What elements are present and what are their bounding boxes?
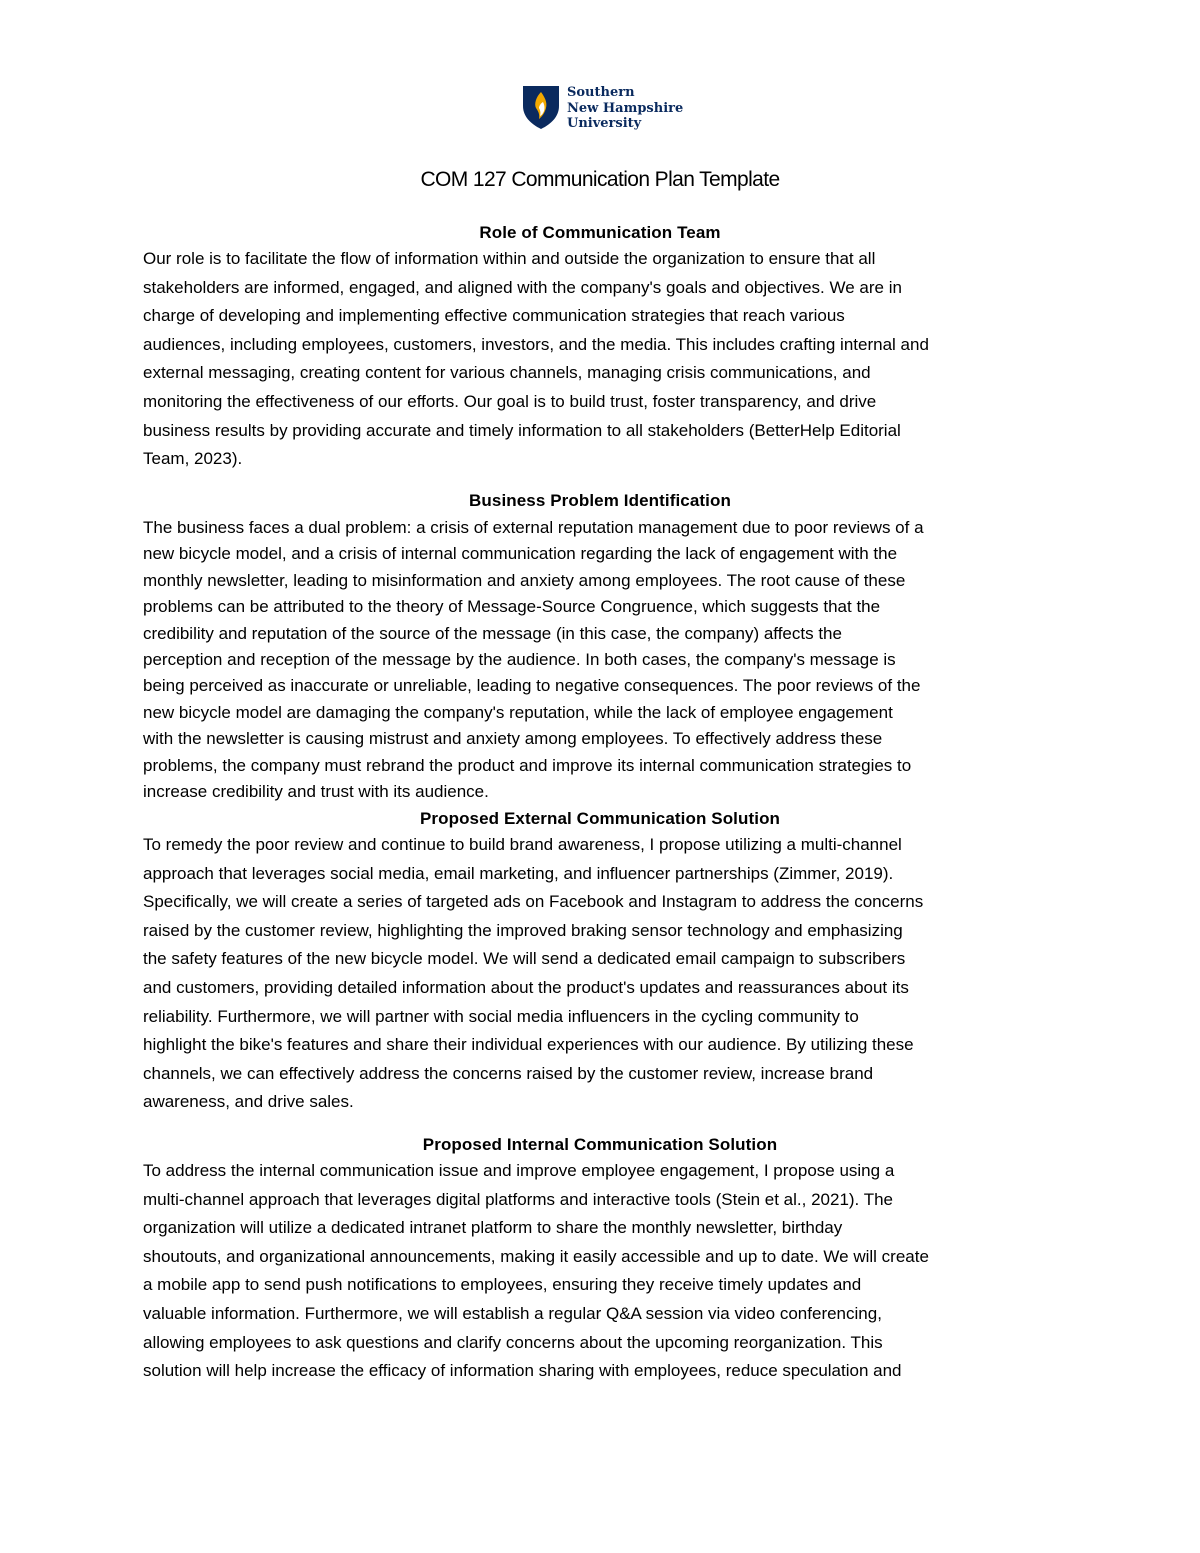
text-line: increase credibility and trust with its audience.: [143, 782, 489, 802]
section-heading-internal-solution: Proposed Internal Communication Solution: [422, 1135, 778, 1154]
shield-flame-icon: [521, 84, 561, 130]
text-line: new bicycle model, and a crisis of internal communication regarding the lack of engagement with the: [143, 544, 898, 564]
text-line: awareness, and drive sales.: [143, 1092, 354, 1112]
text-line: To remedy the poor review and continue to build brand awareness, I propose utilizing a multi-channel: [143, 835, 902, 854]
text-line: monitoring the effectiveness of our efforts. Our goal is to build trust, foster transparency, and drive: [143, 391, 877, 411]
text-line: To address the internal communication issue and improve employee engagement, I propose using a: [143, 1161, 895, 1180]
document-title: COM 127 Communication Plan Template: [420, 168, 780, 191]
text-line: new bicycle model are damaging the company's reputation, while the lack of employee engagement: [143, 702, 893, 722]
text-line: the safety features of the new bicycle model. We will send a dedicated email campaign to subscribers: [143, 949, 906, 969]
text-line: perception and reception of the message by the audience. In both cases, the company's message is: [143, 650, 896, 670]
section-heading-role: Role of Communication Team: [479, 223, 721, 242]
section-body-external-solution: [143, 831, 1063, 1117]
text-line: Specifically, we will create a series of targeted ads on Facebook and Instagram to address the concerns: [143, 892, 924, 912]
text-line: with the newsletter is causing mistrust and anxiety among employees. To effectively address these: [143, 729, 883, 749]
text-line: problems can be attributed to the theory of Message-Source Congruence, which suggests that the: [143, 597, 881, 617]
logo-line: New Hampshire: [567, 100, 684, 116]
text-line: and customers, providing detailed information about the product's updates and reassurances about its: [143, 977, 909, 997]
text-line: being perceived as inaccurate or unreliable, leading to negative consequences. The poor reviews of the: [143, 676, 921, 696]
logo-line: University: [567, 116, 642, 131]
section-heading-external-solution: Proposed External Communication Solution: [419, 809, 781, 828]
text-line: problems, the company must rebrand the product and improve its internal communication strategies to: [143, 755, 912, 775]
section-body-role: [143, 245, 1063, 474]
university-logo: [521, 84, 691, 134]
text-line: stakeholders are informed, engaged, and aligned with the company's goals and objectives. We are in: [143, 277, 902, 297]
text-line: credibility and reputation of the source of the message (in this case, the company) affects the: [143, 623, 842, 643]
text-line: a mobile app to send push notifications to employees, ensuring they receive timely updates and: [143, 1275, 862, 1295]
text-line: valuable information. Furthermore, we will establish a regular Q&A session via video conferencing,: [143, 1303, 882, 1323]
text-line: Team, 2023).: [143, 449, 243, 469]
text-line: Our role is to facilitate the flow of information within and outside the organization to ensure that all: [143, 249, 876, 268]
text-line: shoutouts, and organizational announcements, making it easily accessible and up to date. We will create: [143, 1246, 929, 1266]
section-body-internal-solution: [143, 1157, 1063, 1386]
text-line: organization will utilize a dedicated intranet platform to share the monthly newsletter, birthday: [143, 1218, 843, 1238]
logo-line: Southern: [567, 85, 635, 100]
text-line: channels, we can effectively address the concerns raised by the customer review, increase brand: [143, 1063, 874, 1083]
text-line: business results by providing accurate and timely information to all stakeholders (BetterHelp Editorial: [143, 420, 901, 440]
text-line: monthly newsletter, leading to misinformation and anxiety among employees. The root cause of these: [143, 570, 906, 590]
text-line: reliability. Furthermore, we will partner with social media influencers in the cycling community to: [143, 1006, 859, 1026]
text-line: audiences, including employees, customers, investors, and the media. This includes crafting internal and: [143, 334, 929, 354]
text-line: approach that leverages social media, email marketing, and influencer partnerships (Zimmer, 2019).: [143, 863, 894, 883]
text-line: charge of developing and implementing effective communication strategies that reach various: [143, 306, 845, 326]
text-line: The business faces a dual problem: a crisis of external reputation management due to poor reviews of a: [143, 518, 924, 537]
text-line: multi-channel approach that leverages digital platforms and interactive tools (Stein et al., 2021). The: [143, 1189, 893, 1209]
section-body-business-problem: [143, 515, 1063, 805]
text-line: highlight the bike's features and share their individual experiences with our audience. By utilizing these: [143, 1035, 914, 1055]
text-line: external messaging, creating content for various channels, managing crisis communications, and: [143, 363, 871, 383]
text-line: raised by the customer review, highlighting the improved braking sensor technology and emphasizing: [143, 920, 903, 940]
section-heading-business-problem: Business Problem Identification: [469, 491, 731, 510]
text-line: allowing employees to ask questions and clarify concerns about the upcoming reorganization. This: [143, 1332, 883, 1352]
logo-wordmark: [567, 85, 683, 132]
text-line: solution will help increase the efficacy of information sharing with employees, reduce speculation and: [143, 1361, 902, 1381]
